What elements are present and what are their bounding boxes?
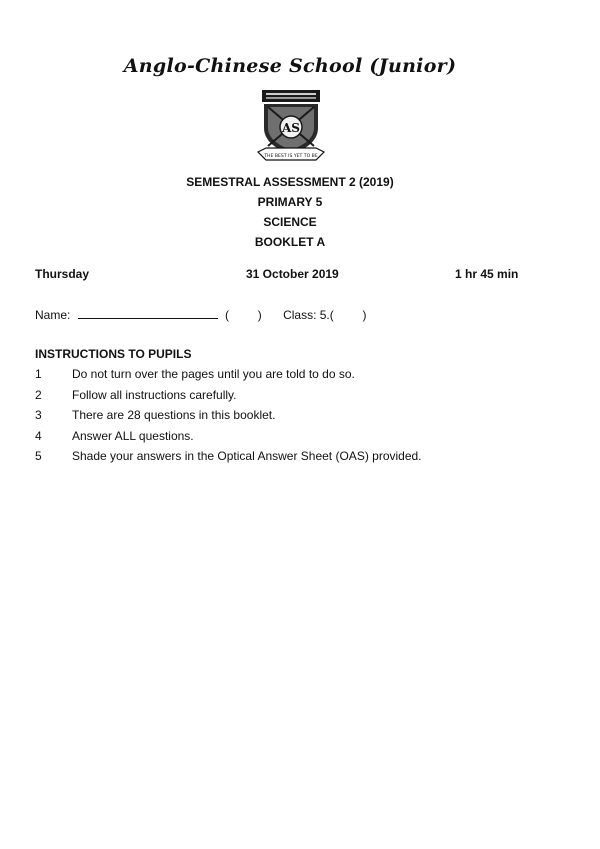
booklet-title: BOOKLET A <box>254 235 326 249</box>
instruction-text: There are 28 questions in this booklet. <box>72 408 276 422</box>
instruction-number: 3 <box>35 408 42 422</box>
instruction-number: 5 <box>35 449 42 463</box>
index-open-paren: ( <box>225 308 230 322</box>
instruction-text: Answer ALL questions. <box>72 428 194 443</box>
instruction-number: 2 <box>35 387 42 402</box>
instruction-item <box>35 367 422 388</box>
instruction-number: 1 <box>35 367 42 381</box>
instruction-number: 4 <box>35 428 42 443</box>
instruction-item <box>35 388 422 409</box>
index-close-paren: ) <box>257 308 262 322</box>
instruction-item <box>35 429 422 450</box>
school-crest-icon <box>256 88 326 166</box>
class-close-paren: ) <box>362 308 367 322</box>
exam-duration: 1 hr 45 min <box>455 267 519 281</box>
class-label: Class: 5.( <box>283 308 334 322</box>
instruction-text: Follow all instructions carefully. <box>72 387 237 402</box>
name-label: Name: <box>35 308 71 322</box>
instruction-text: Shade your answers in the Optical Answer Sheet (OAS) provided. <box>72 449 422 463</box>
assessment-title: SEMESTRAL ASSESSMENT 2 (2019) <box>186 175 394 189</box>
exam-day: Thursday <box>35 267 90 281</box>
instruction-text: Do not turn over the pages until you are told to do so. <box>72 367 355 381</box>
exam-date: 31 October 2019 <box>246 267 339 281</box>
instructions-title: INSTRUCTIONS TO PUPILS <box>35 347 192 361</box>
name-field[interactable] <box>78 308 218 319</box>
subject-title: SCIENCE <box>263 215 317 229</box>
crest-motto: THE BEST IS YET TO BE <box>264 154 318 159</box>
instruction-item <box>35 449 422 470</box>
crest-initials: AS <box>282 121 300 135</box>
instructions-list <box>35 367 422 470</box>
student-details-row <box>35 308 366 322</box>
level-title: PRIMARY 5 <box>257 195 323 209</box>
instruction-item <box>35 408 422 429</box>
school-name: Anglo-Chinese School (Junior) <box>123 55 457 77</box>
